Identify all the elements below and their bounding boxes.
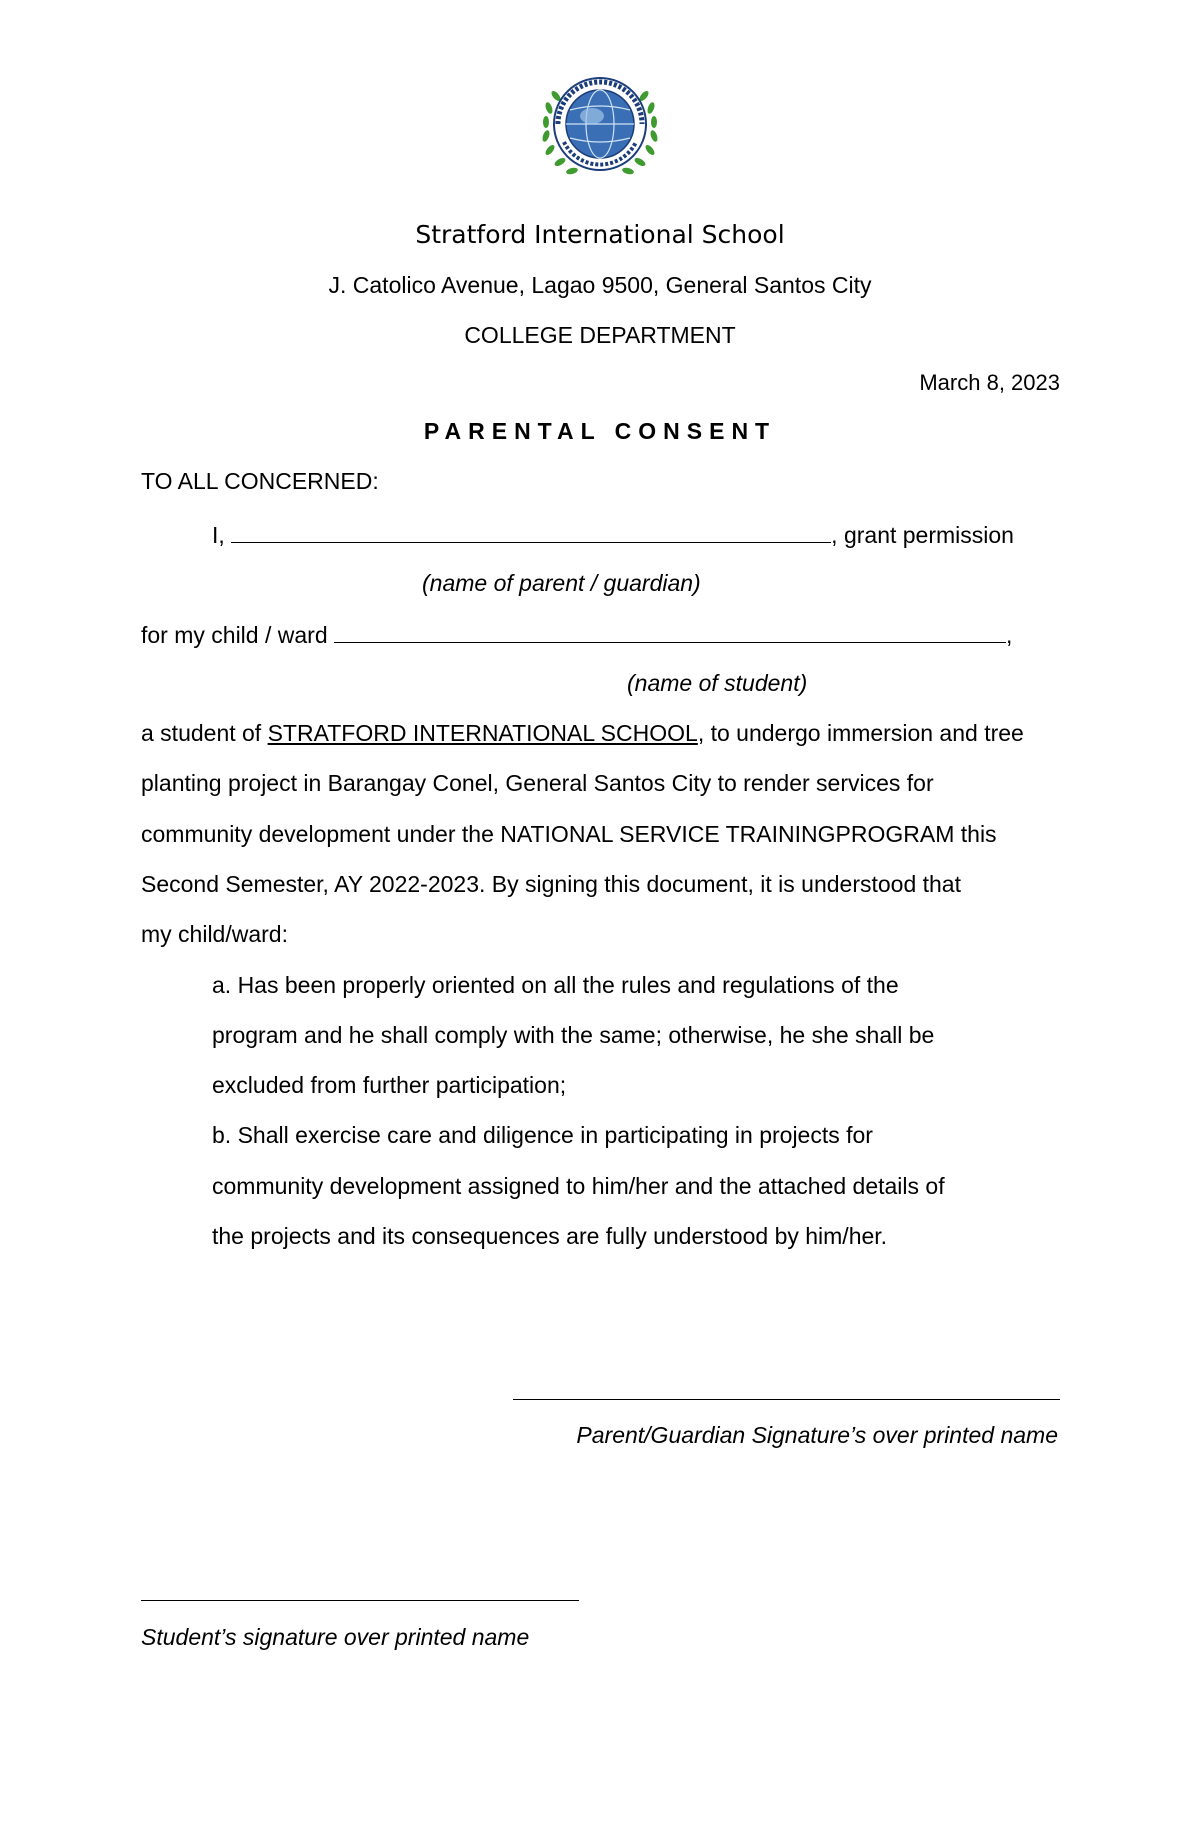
paragraph-prefix: a student of (141, 720, 262, 746)
department-name: COLLEGE DEPARTMENT (464, 322, 736, 348)
student-name-blank[interactable] (334, 620, 1006, 643)
paragraph-line-1 (141, 720, 1024, 747)
school-name: Stratford International School (415, 220, 785, 249)
paragraph-line-1-rest: , to undergo immersion and tree (697, 720, 1024, 746)
paragraph-line-4: Second Semester, AY 2022-2023. By signing this document, it is understood that (141, 871, 961, 897)
item-b-line-3: the projects and its consequences are fully understood by him/her. (212, 1223, 888, 1249)
student-name-line (141, 620, 1012, 649)
student-prefix: for my child / ward (141, 622, 328, 648)
student-caption: (name of student) (627, 670, 808, 696)
item-b-line-2: community development assigned to him/her and the attached details of (212, 1173, 945, 1199)
item-a-line-3: excluded from further participation; (212, 1072, 567, 1098)
school-seal-logo (536, 72, 664, 184)
school-address: J. Catolico Avenue, Lagao 9500, General Santos City (328, 272, 872, 298)
parent-name-line (212, 520, 1014, 549)
document-title: PARENTAL CONSENT (423, 418, 777, 444)
student-signature-label: Student’s signature over printed name (141, 1624, 530, 1650)
student-signature-line[interactable] (141, 1600, 579, 1601)
parent-prefix: I, (212, 522, 225, 548)
document-date: March 8, 2023 (919, 370, 1060, 395)
paragraph-line-3: community development under the NATIONAL SERVICE TRAININGPROGRAM this (141, 821, 997, 847)
school-name-underlined: STRATFORD INTERNATIONAL SCHOOL (267, 720, 698, 746)
salutation: TO ALL CONCERNED: (141, 468, 379, 494)
parent-caption: (name of parent / guardian) (422, 570, 701, 596)
student-suffix: , (1006, 622, 1013, 648)
parent-suffix: , grant permission (831, 522, 1014, 548)
parent-signature-label: Parent/Guardian Signature’s over printed name (576, 1422, 1058, 1448)
parent-signature-line[interactable] (513, 1399, 1060, 1400)
parent-name-blank[interactable] (231, 520, 831, 543)
item-a-line-2: program and he shall comply with the same; otherwise, he she shall be (212, 1022, 935, 1048)
paragraph-line-2: planting project in Barangay Conel, General Santos City to render services for (141, 770, 934, 796)
item-a-line-1: a. Has been properly oriented on all the rules and regulations of the (212, 972, 899, 998)
item-b-line-1: b. Shall exercise care and diligence in participating in projects for (212, 1122, 873, 1148)
paragraph-line-5: my child/ward: (141, 921, 288, 947)
